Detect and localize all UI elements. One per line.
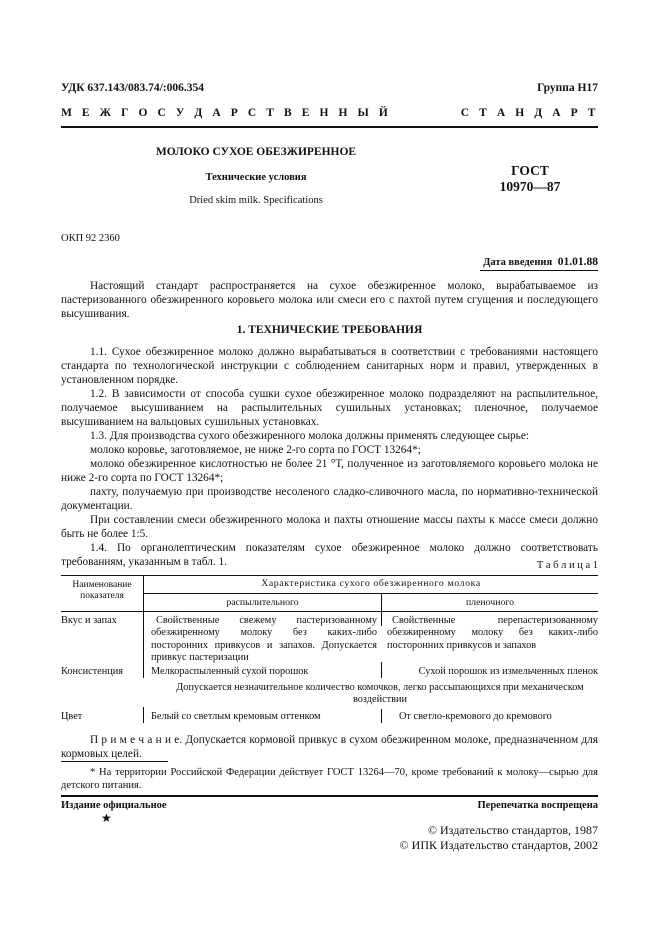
table-col-divider-d	[381, 709, 382, 723]
footnote-rule	[61, 761, 168, 762]
row-consistency-film: Сухой порошок из измельченных пленок	[418, 666, 598, 677]
gost-label: ГОСТ	[511, 163, 549, 178]
table-col-divider-c	[381, 662, 382, 678]
paragraph-1-3d: При составлении смеси обезжиренного молока и пахты отношение массы пахты к массе смеси должно быть не более 1:5.	[61, 514, 598, 540]
row-consistency-common: Допускается незначительное количество комочков, легко рассыпающихся при механическом воздействии	[176, 682, 584, 706]
header-interstate: М Е Ж Г О С У Д А Р С Т В Е Н Н Ы Й	[61, 107, 392, 119]
paragraph-1-3b: молоко обезжиренное кислотностью не более 21 °Т, полученное из заготовляемого коровьего молока не ниже 2-го сорта по ГОСТ 13264*;	[61, 458, 598, 484]
row-taste-spray: Свойственные свежему пастеризованному обезжиренному молоку без каких-либо посторонних привкусов и запахов. Допускается привкус пастеризации	[151, 615, 377, 664]
table-col-divider-3	[143, 707, 144, 723]
paragraph-1-4: 1.4. По органолептическим показателям сухое обезжиренное молоко должно соответствовать требованиям, указанным в табл. 1.	[61, 542, 598, 568]
intro-date-rule	[480, 270, 598, 271]
copyright-1987: © Издательство стандартов, 1987	[427, 823, 598, 837]
footnote: * На территории Российской Федерации действует ГОСТ 13264—70, кроме требований к молоку—сырью для детского питания.	[61, 767, 598, 791]
footer-rule	[61, 795, 598, 797]
head-film: пленочного	[465, 597, 515, 608]
paragraph-1-2: 1.2. В зависимости от способа сушки сухое обезжиренное молоко подразделяют на распылительное, получаемое высушиванием на распылительных сушильных установках; пленочное, получаемое высушиванием на вальцовых сушильных установках.	[61, 388, 598, 428]
row-consistency-name: Консистенция	[61, 666, 124, 677]
paragraph-1-3a: молоко коровье, заготовляемое, не ниже 2-го сорта по ГОСТ 13264*;	[90, 444, 421, 456]
paragraph-1-3: 1.3. Для производства сухого обезжиренного молока должны применять следующее сырье:	[90, 430, 529, 442]
table-subhead-rule	[143, 593, 598, 594]
paragraph-1-3c: пахту, получаемую при производстве несоленого сладко-сливочного масла, по нормативно-технической документации.	[61, 486, 598, 512]
okp-code: ОКП 92 2360	[61, 233, 120, 244]
header-standard: С Т А Н Д А Р Т	[460, 107, 599, 119]
table-col-divider	[143, 611, 144, 678]
table-caption: Т а б л и ц а 1	[536, 560, 598, 571]
gost-number: 10970—87	[499, 179, 561, 194]
section-body	[61, 345, 598, 569]
reprint-prohibited: Перепечатка воспрещена	[477, 800, 598, 811]
row-color-spray: Белый со светлым кремовым оттенком	[151, 711, 321, 722]
row-taste-name: Вкус и запах	[61, 615, 117, 626]
head-group: Характеристика сухого обезжиренного молока	[261, 578, 481, 589]
table-note: П р и м е ч а н и е. Допускается кормовой привкус в сухом обезжиренном молоке, предназначенном для кормовых целей.	[61, 734, 598, 760]
table-top-rule	[61, 575, 598, 576]
paragraph-1-1: 1.1. Сухое обезжиренное молоко должно вырабатываться в соответствии с требованиями настоящего стандарта по технологической инструкции с соблюдением санитарных норм и правил, утвержденных в установленном порядке.	[61, 346, 598, 386]
english-title: Dried skim milk. Specifications	[189, 195, 323, 206]
row-taste-film: Свойственные перепастеризованному обезжиренному молоку без каких-либо посторонних привкусов и запахов	[387, 615, 598, 651]
document-subtitle: Технические условия	[205, 172, 307, 183]
section-title: 1. ТЕХНИЧЕСКИЕ ТРЕБОВАНИЯ	[236, 324, 423, 336]
row-color-name: Цвет	[61, 711, 83, 722]
row-color-film: От светло-кремового до кремового	[399, 711, 552, 722]
official-edition: Издание официальное	[61, 800, 167, 811]
header-rule	[61, 126, 598, 128]
intro-date	[483, 256, 598, 268]
group-code: Группа Н17	[537, 82, 598, 94]
copyright-2002: © ИПК Издательство стандартов, 2002	[399, 838, 598, 852]
head-indicator: Наименование показателя	[72, 580, 132, 601]
document-title: МОЛОКО СУХОЕ ОБЕЗЖИРЕННОЕ	[155, 146, 357, 158]
udk-code: УДК 637.143/083.74/:006.354	[61, 82, 204, 94]
row-consistency-spray: Мелкораспыленный сухой порошок	[151, 666, 309, 677]
intro-date-label: Дата введения	[483, 257, 553, 268]
head-spray: распылительного	[226, 597, 299, 608]
star-icon: ★	[101, 811, 112, 825]
intro-paragraph: Настоящий стандарт распространяется на сухое обезжиренное молоко, вырабатываемое из пастеризованного обезжиренного коровьего молока или смеси его с пахтой путем сгущения и последующего высушивания.	[61, 280, 598, 320]
intro-date-value: 01.01.88	[557, 256, 598, 268]
table-col-divider-b	[381, 611, 382, 626]
organoleptic-table	[61, 575, 598, 728]
table-head-rule	[61, 611, 598, 612]
